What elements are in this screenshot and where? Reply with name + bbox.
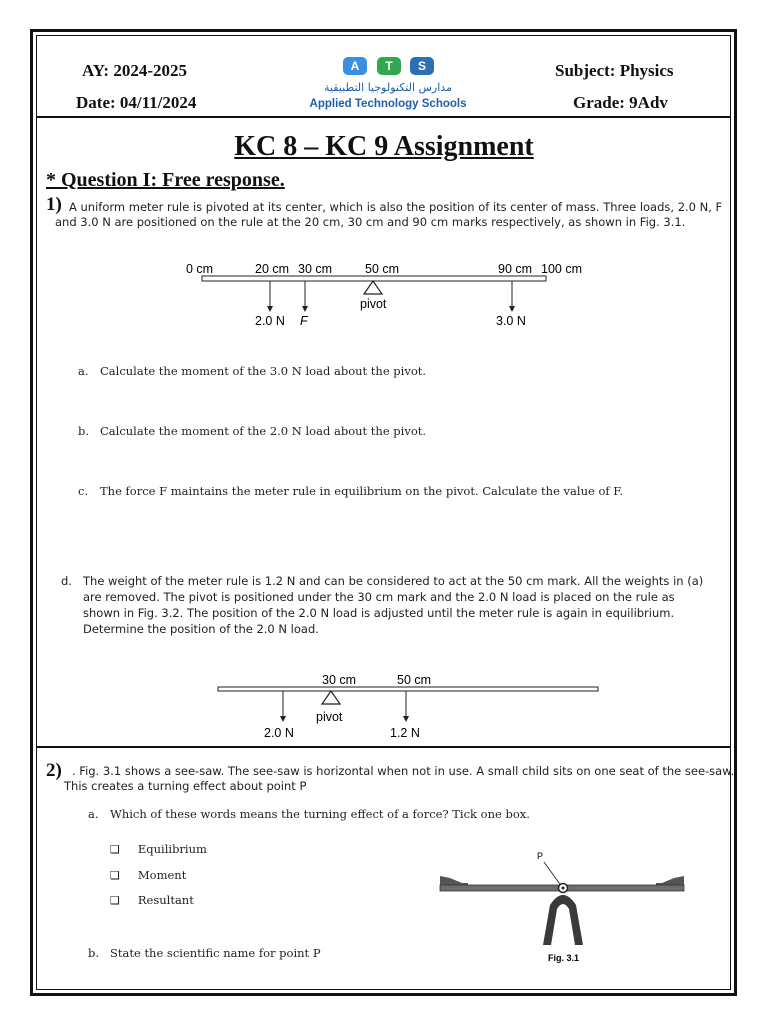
checkbox-icon[interactable]: ❑ [110,843,120,856]
q2-part-a-letter: a. [88,807,99,821]
section-heading: * Question I: Free response. [46,169,285,191]
seesaw-figure [432,845,692,970]
pivot-point-center [562,887,565,890]
header-divider [37,116,730,118]
checkbox-icon[interactable]: ❑ [110,869,120,882]
fig2-load-1.2N-label: 1.2 N [390,726,420,740]
fig2-arrowhead-2N [280,716,286,722]
q1-part-d-line2: are removed. The pivot is positioned under the 30 cm mark and the 2.0 N load is placed on the rule as [83,590,675,604]
q2-text-line2: This creates a turning effect about point P [64,779,307,793]
date: Date: 04/11/2024 [76,93,197,112]
point-p-leader [544,862,562,887]
arrowhead-3N [509,306,515,312]
q2-text-line1: . Fig. 3.1 shows a see-saw. The see-saw is horizontal when not in use. A small child sits on one seat of the see-saw. [72,764,735,778]
label-100cm: 100 cm [541,262,582,276]
meter-rule-2 [218,687,598,691]
page-title: KC 8 – KC 9 Assignment [234,131,534,162]
load-2N-label: 2.0 N [255,314,285,328]
label-30cm: 30 cm [298,262,333,276]
load-3N-label: 3.0 N [496,314,526,328]
grade: Grade: 9Adv [573,93,668,112]
fig2-pivot-triangle [322,691,340,704]
q1-text-line1: A uniform meter rule is pivoted at its center, which is also the position of its center of mass. Three loads, 2.0 N, F [69,200,723,214]
arrowhead-F [302,306,308,312]
label-20cm: 20 cm [255,262,290,276]
q1-part-c-text: The force F maintains the meter rule in equilibrium on the pivot. Calculate the value of F. [100,484,624,498]
q1-part-d-letter: d. [61,574,72,588]
logo-letter-a: A [343,57,367,75]
q2-part-b-letter: b. [88,946,100,960]
logo-letter-s: S [410,57,434,75]
subject: Subject: Physics [555,61,674,80]
q1-part-b-letter: b. [78,424,90,438]
fig2-pivot-label: pivot [316,710,343,724]
logo-letter-t: T [377,57,401,75]
label-50cm: 50 cm [365,262,400,276]
seesaw-stand [543,895,583,945]
load-F-label: F [300,314,308,328]
option-label: Moment [137,868,187,882]
logo-arabic-name: مدارس التكنولوجيا التطبيقية [324,81,452,94]
arrowhead-2N [267,306,273,312]
option-label: Equilibrium [137,842,207,856]
q1-part-a-letter: a. [78,364,89,378]
meter-rule [202,276,546,281]
academic-year: AY: 2024-2025 [82,61,188,80]
point-p-label: P [537,851,544,861]
label-90cm: 90 cm [498,262,533,276]
question-divider [37,746,730,748]
fig-meter-rule-2 [210,670,610,744]
fig-meter-rule-1 [180,258,600,334]
q1-number: 1) [46,194,62,215]
q1-part-d-line3: shown in Fig. 3.2. The position of the 2.0 N load is adjusted until the meter rule is again in equilibrium. [83,606,675,620]
figure-caption: Fig. 3.1 [548,953,580,963]
option-equilibrium[interactable] [110,840,207,858]
q2-part-a-text: Which of these words means the turning effect of a force? Tick one box. [110,807,530,821]
option-moment[interactable] [110,866,186,884]
q2-number: 2) [46,760,62,781]
pivot-triangle [364,281,382,294]
pivot-label: pivot [360,297,387,311]
q1-text-line2: and 3.0 N are positioned on the rule at the 20 cm, 30 cm and 90 cm marks respectively, as shown in Fig. 3.1. [55,215,686,229]
q1-part-d-line1: The weight of the meter rule is 1.2 N and can be considered to act at the 50 cm mark. All the weights in (a) [83,574,704,588]
checkbox-icon[interactable]: ❑ [110,894,120,907]
fig2-load-2N-label: 2.0 N [264,726,294,740]
q1-part-a-text: Calculate the moment of the 3.0 N load about the pivot. [100,364,427,378]
label-0cm: 0 cm [186,262,214,276]
school-logo [300,57,476,115]
q2-part-b-text: State the scientific name for point P [110,946,321,960]
q1-part-c-letter: c. [78,484,89,498]
option-label: Resultant [137,893,194,907]
q1-part-b-text: Calculate the moment of the 2.0 N load about the pivot. [100,424,427,438]
logo-english-name: Applied Technology Schools [309,98,467,110]
fig2-label-30cm: 30 cm [322,673,357,687]
fig2-arrowhead-1.2N [403,716,409,722]
option-resultant[interactable] [110,891,194,909]
fig2-label-50cm: 50 cm [397,673,432,687]
q1-part-d-line4: Determine the position of the 2.0 N load. [83,622,319,636]
